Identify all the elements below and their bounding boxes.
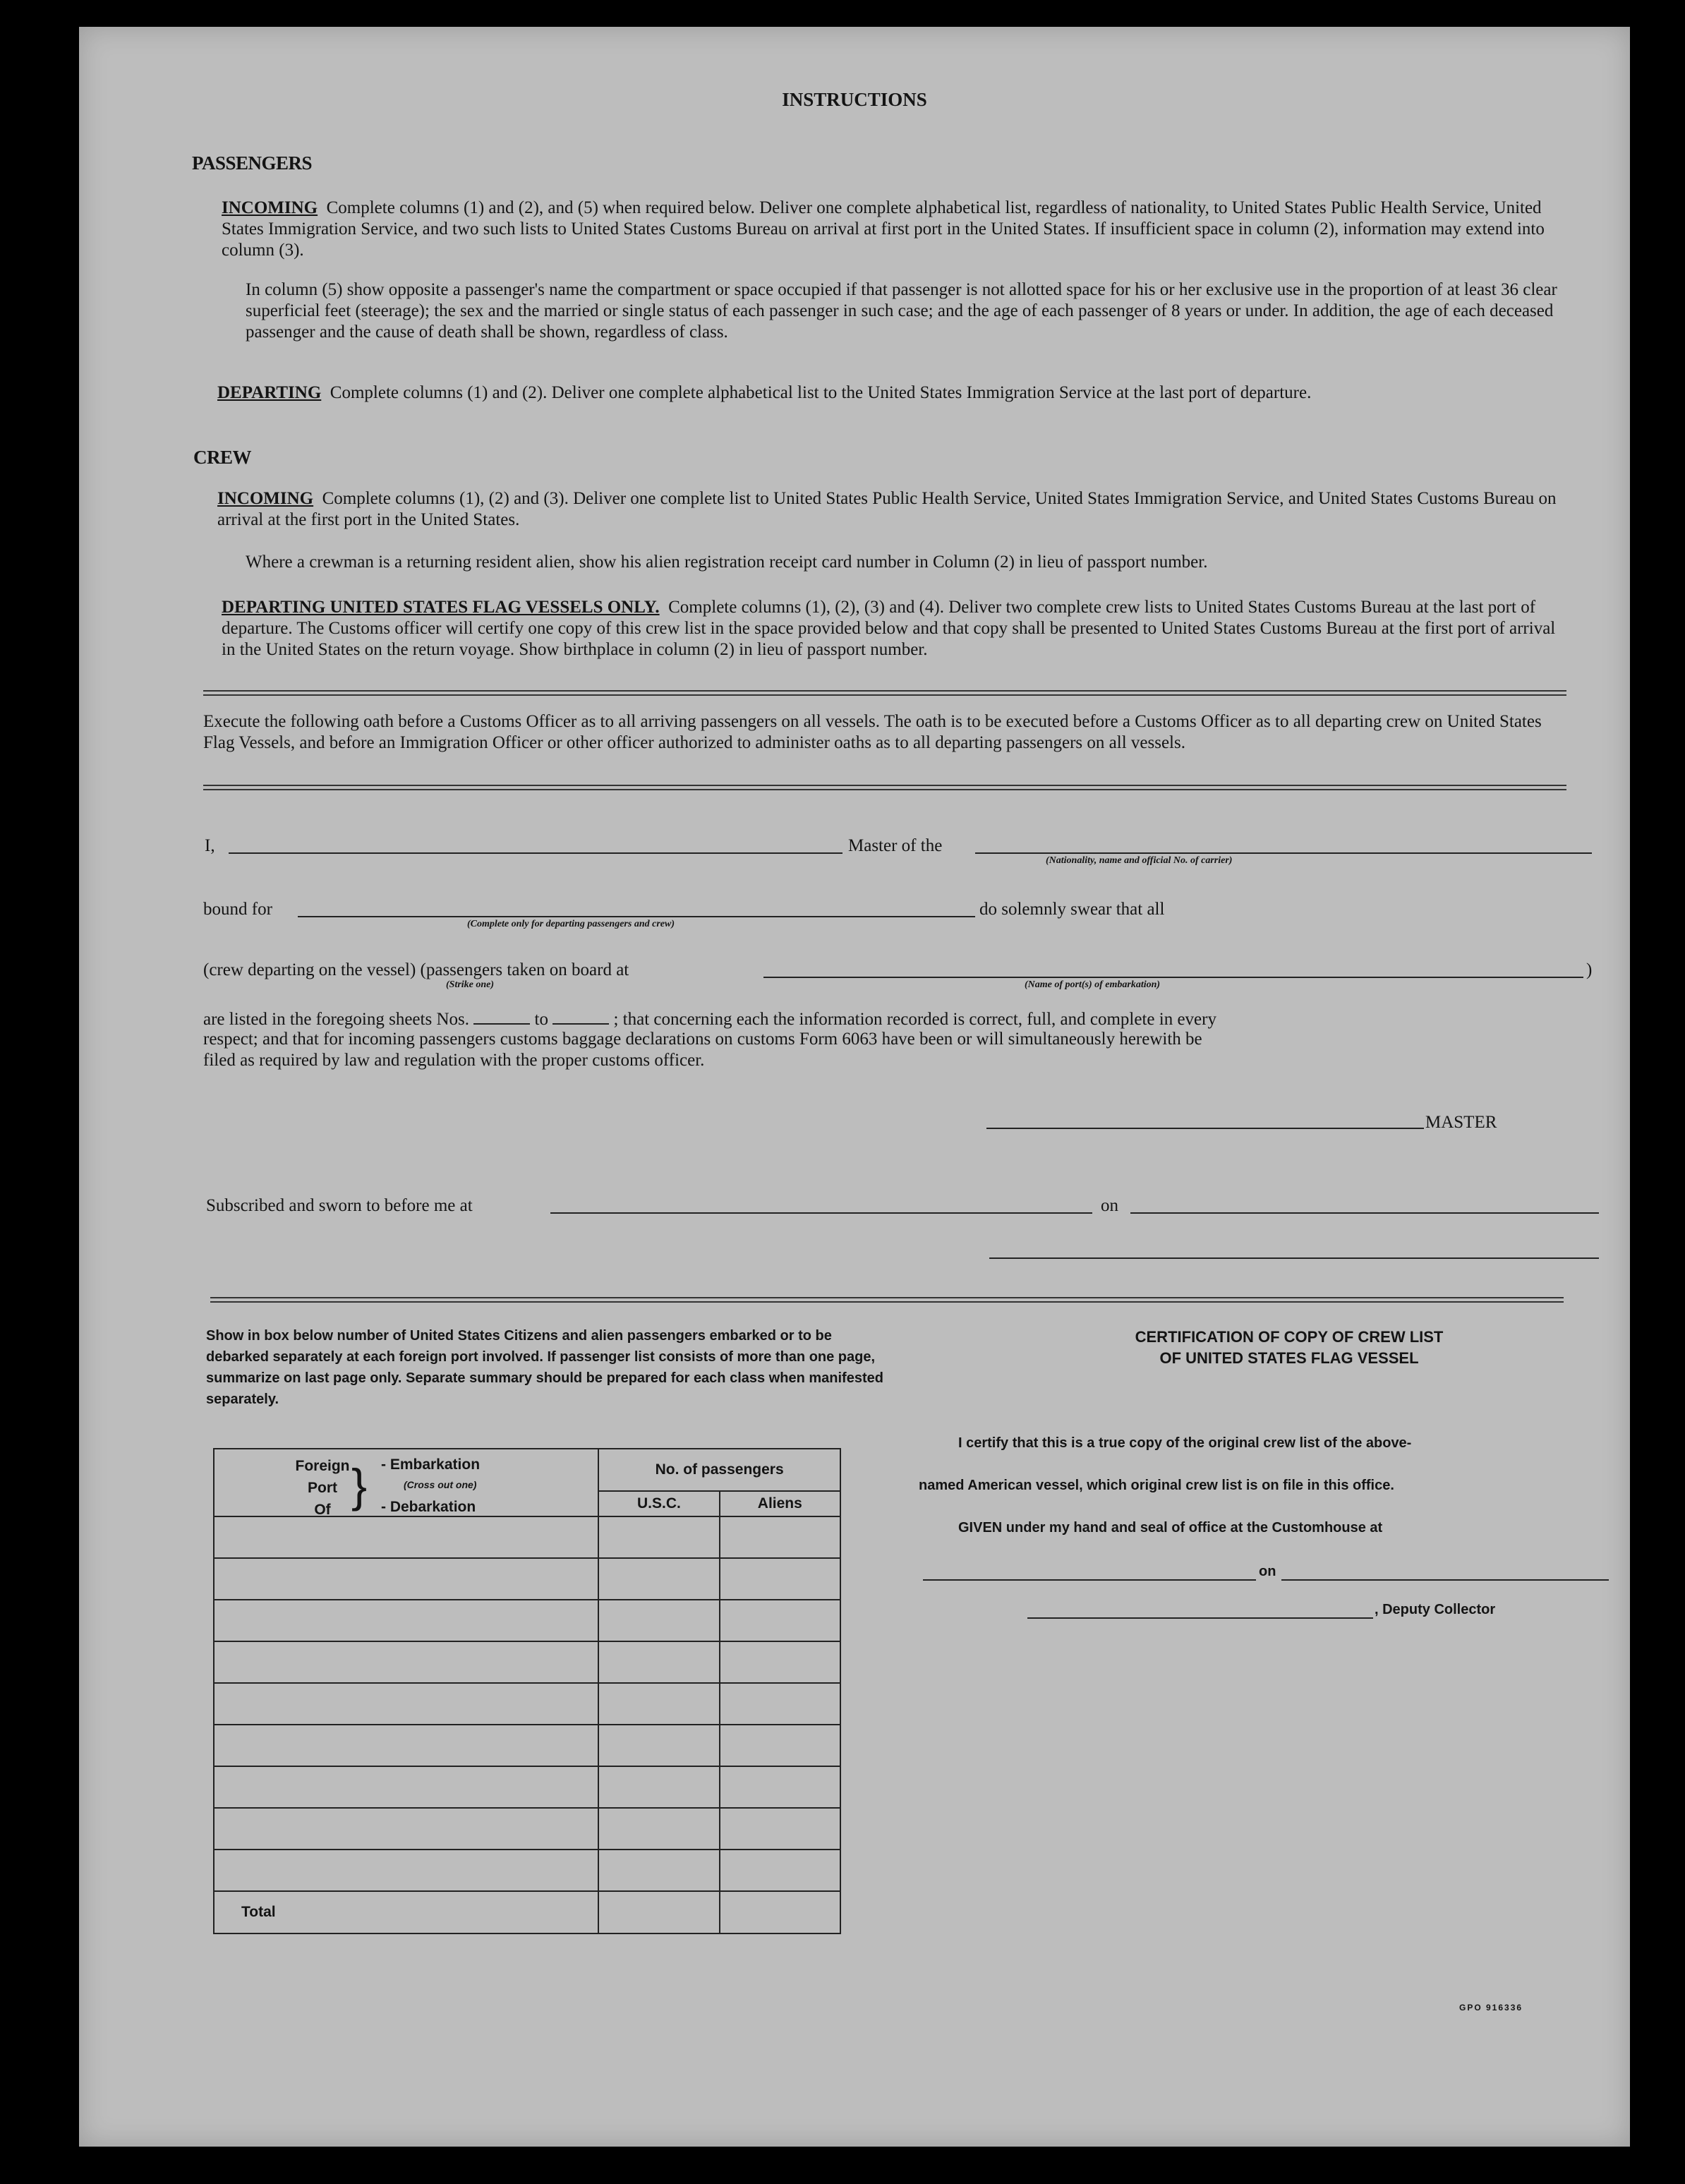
gpo-code: GPO 916336 (1459, 2003, 1523, 2013)
section-divider (203, 785, 1566, 790)
passengers-departing-text: Complete columns (1) and (2). Deliver one complete alphabetical list to the United States Immigration Service at the last port of departure. (330, 383, 1312, 402)
section-divider (203, 690, 1566, 696)
sheet-from-field[interactable] (473, 1008, 530, 1025)
usc-cell[interactable] (598, 1516, 719, 1558)
to-label: to (534, 1010, 548, 1029)
crew-resident-alien-text: Where a crewman is a returning resident alien, show his alien registration receipt card number in Column (2) in lieu of passport number. (246, 553, 1208, 572)
passengers-departing-paragraph (217, 382, 1562, 404)
swear-text: do solemnly swear that all (979, 900, 1165, 919)
port-cell[interactable] (214, 1600, 598, 1641)
port-header-labels (291, 1455, 354, 1521)
crew-incoming-paragraph (217, 488, 1562, 531)
aliens-cell[interactable] (720, 1516, 840, 1558)
brace-icon: } (351, 1459, 368, 1512)
port-cell[interactable] (214, 1516, 598, 1558)
aliens-total-cell[interactable] (720, 1891, 840, 1933)
certification-heading-line-2: OF UNITED STATES FLAG VESSEL (1159, 1349, 1419, 1367)
usc-cell[interactable] (598, 1683, 719, 1725)
port-cell[interactable] (214, 1766, 598, 1808)
aliens-cell[interactable] (720, 1725, 840, 1766)
usc-cell[interactable] (598, 1600, 719, 1641)
port-cell[interactable] (214, 1641, 598, 1683)
close-paren: ) (1586, 960, 1593, 979)
bound-for-field[interactable] (298, 916, 975, 917)
form-page (79, 27, 1630, 2147)
usc-cell[interactable] (598, 1725, 719, 1766)
usc-cell[interactable] (598, 1641, 719, 1683)
master-name-field[interactable] (229, 852, 843, 854)
ports-summary-table (213, 1448, 841, 1934)
embarkation-label: - Embarkation (381, 1456, 481, 1473)
usc-cell[interactable] (598, 1558, 719, 1600)
aliens-cell[interactable] (720, 1683, 840, 1725)
port-cell[interactable] (214, 1558, 598, 1600)
aliens-cell[interactable] (720, 1558, 840, 1600)
certification-on-label: on (1259, 1564, 1276, 1579)
passengers-heading: PASSENGERS (192, 152, 313, 174)
usc-header: U.S.C. (598, 1491, 719, 1516)
strike-note: (Strike one) (446, 979, 495, 990)
oath-instruction: Execute the following oath before a Customs Officer as to all arriving passengers on all vessels. The oath is to be executed before a Customs Officer as to all departing crew on United States Flag Vessels, and before an Immigration Officer or other officer authorized to administer oaths as to all departing passengers on all vessels. (203, 712, 1542, 752)
listed-line-3: filed as required by law and regulation with the proper customs officer. (203, 1051, 705, 1070)
listed-line-1 (203, 1008, 1216, 1030)
certification-date-field[interactable] (1281, 1579, 1609, 1581)
certification-line-3: GIVEN under my hand and seal of office at the Customhouse at (958, 1520, 1383, 1536)
crew-departing-paragraph (222, 597, 1562, 660)
debarkation-label: - Debarkation (381, 1499, 476, 1515)
master-of-the-label: Master of the (848, 836, 943, 855)
cross-out-note: (Cross out one) (404, 1479, 477, 1490)
passengers-incoming-text: Complete columns (1) and (2), and (5) when required below. Deliver one complete alphabetical list, regardless of nationality, to United States Public Health Service, United States Immigration Service, and two such lists to United States Customs Bureau on arrival at first port in the United States. If insufficient space in column (2), information may extend into column (3). (222, 198, 1545, 260)
bound-for-note: (Complete only for departing passengers and crew) (467, 919, 675, 929)
aliens-header: Aliens (720, 1491, 840, 1516)
officer-signature-field[interactable] (989, 1257, 1599, 1259)
passengers-incoming-label: INCOMING (222, 198, 318, 217)
aliens-cell[interactable] (720, 1808, 840, 1850)
customhouse-field[interactable] (923, 1579, 1256, 1581)
port-header-cell (214, 1449, 598, 1516)
section-divider (210, 1297, 1564, 1303)
deputy-signature-field[interactable] (1027, 1617, 1373, 1619)
crew-departing-label: DEPARTING UNITED STATES FLAG VESSELS ONLY. (222, 598, 660, 617)
passengers-column5-paragraph: In column (5) show opposite a passenger's name the compartment or space occupied if that passenger is not allotted space for his or her exclusive use in the proportion of at least 36 clear superficial feet (steerage); the sex and the married or single status of each passenger in such case; and the age of each passenger of 8 years or under. In addition, the age of each deceased passenger and the cause of death shall be shown, regardless of class. (246, 280, 1557, 342)
carrier-field[interactable] (975, 852, 1592, 854)
crew-departing-text: Complete columns (1), (2), (3) and (4). Deliver two complete crew lists to United States Customs Bureau at the last port of departure. The Customs officer will certify one copy of this crew list in the space provided below and that copy shall be presented to United States Customs Bureau at the first port of arrival in the United States on the return voyage. Show birthplace in column (2) in lieu of passport number. (222, 598, 1556, 659)
aliens-cell[interactable] (720, 1641, 840, 1683)
no-passengers-header: No. of passengers (598, 1449, 840, 1491)
sworn-on-label: on (1101, 1196, 1118, 1215)
crew-departing-text: (crew departing on the vessel) (passengers taken on board at (203, 960, 629, 979)
sworn-date-field[interactable] (1130, 1212, 1599, 1214)
aliens-cell[interactable] (720, 1766, 840, 1808)
sheet-to-field[interactable] (552, 1008, 609, 1025)
oath-i-label: I, (205, 836, 215, 855)
port-cell[interactable] (214, 1808, 598, 1850)
crew-heading: CREW (193, 447, 252, 468)
aliens-cell[interactable] (720, 1600, 840, 1641)
listed-rest: ; that concerning each the information recorded is correct, full, and complete in every (613, 1010, 1216, 1029)
passengers-departing-label: DEPARTING (217, 383, 322, 402)
usc-cell[interactable] (598, 1808, 719, 1850)
of-label: Of (314, 1502, 331, 1518)
total-label: Total (214, 1891, 598, 1933)
page-title: INSTRUCTIONS (782, 89, 927, 110)
certification-line-2: named American vessel, which original crew list is on file in this office. (919, 1478, 1394, 1493)
aliens-cell[interactable] (720, 1850, 840, 1891)
certification-heading-line-1: CERTIFICATION OF COPY OF CREW LIST (1135, 1328, 1444, 1346)
bound-for-label: bound for (203, 900, 272, 919)
certification-heading (919, 1327, 1660, 1369)
port-cell[interactable] (214, 1850, 598, 1891)
subscribed-label: Subscribed and sworn to before me at (206, 1196, 473, 1215)
sworn-place-field[interactable] (550, 1212, 1092, 1214)
deputy-collector-label: , Deputy Collector (1375, 1602, 1496, 1617)
embarkation-port-field[interactable] (763, 977, 1583, 978)
usc-cell[interactable] (598, 1850, 719, 1891)
usc-total-cell[interactable] (598, 1891, 719, 1933)
certification-line-1: I certify that this is a true copy of the original crew list of the above- (958, 1435, 1412, 1451)
usc-cell[interactable] (598, 1766, 719, 1808)
port-cell[interactable] (214, 1683, 598, 1725)
foreign-label: Foreign (295, 1458, 350, 1474)
master-label: MASTER (1425, 1113, 1497, 1132)
crew-incoming-label: INCOMING (217, 489, 314, 508)
listed-prefix: are listed in the foregoing sheets Nos. (203, 1010, 469, 1029)
port-note: (Name of port(s) of embarkation) (1025, 979, 1161, 990)
listed-line-2: respect; and that for incoming passengers customs baggage declarations on customs Form 6063 have been or will simultaneously herewith be (203, 1030, 1202, 1049)
nationality-note: (Nationality, name and official No. of carrier) (1046, 855, 1233, 866)
port-label: Port (308, 1480, 337, 1496)
master-signature-field[interactable] (986, 1128, 1424, 1129)
crew-incoming-text: Complete columns (1), (2) and (3). Deliver one complete list to United States Public Health Service, United States Immigration Service, and United States Customs Bureau on arrival at the first port in the United States. (217, 489, 1557, 529)
passengers-incoming-paragraph (222, 198, 1562, 261)
summary-instruction: Show in box below number of United States Citizens and alien passengers embarked or to be debarked separately at each foreign port involved. If passenger list consists of more than one page, summarize on last page only. Separate summary should be prepared for each class when manifested separately. (206, 1328, 883, 1407)
port-cell[interactable] (214, 1725, 598, 1766)
